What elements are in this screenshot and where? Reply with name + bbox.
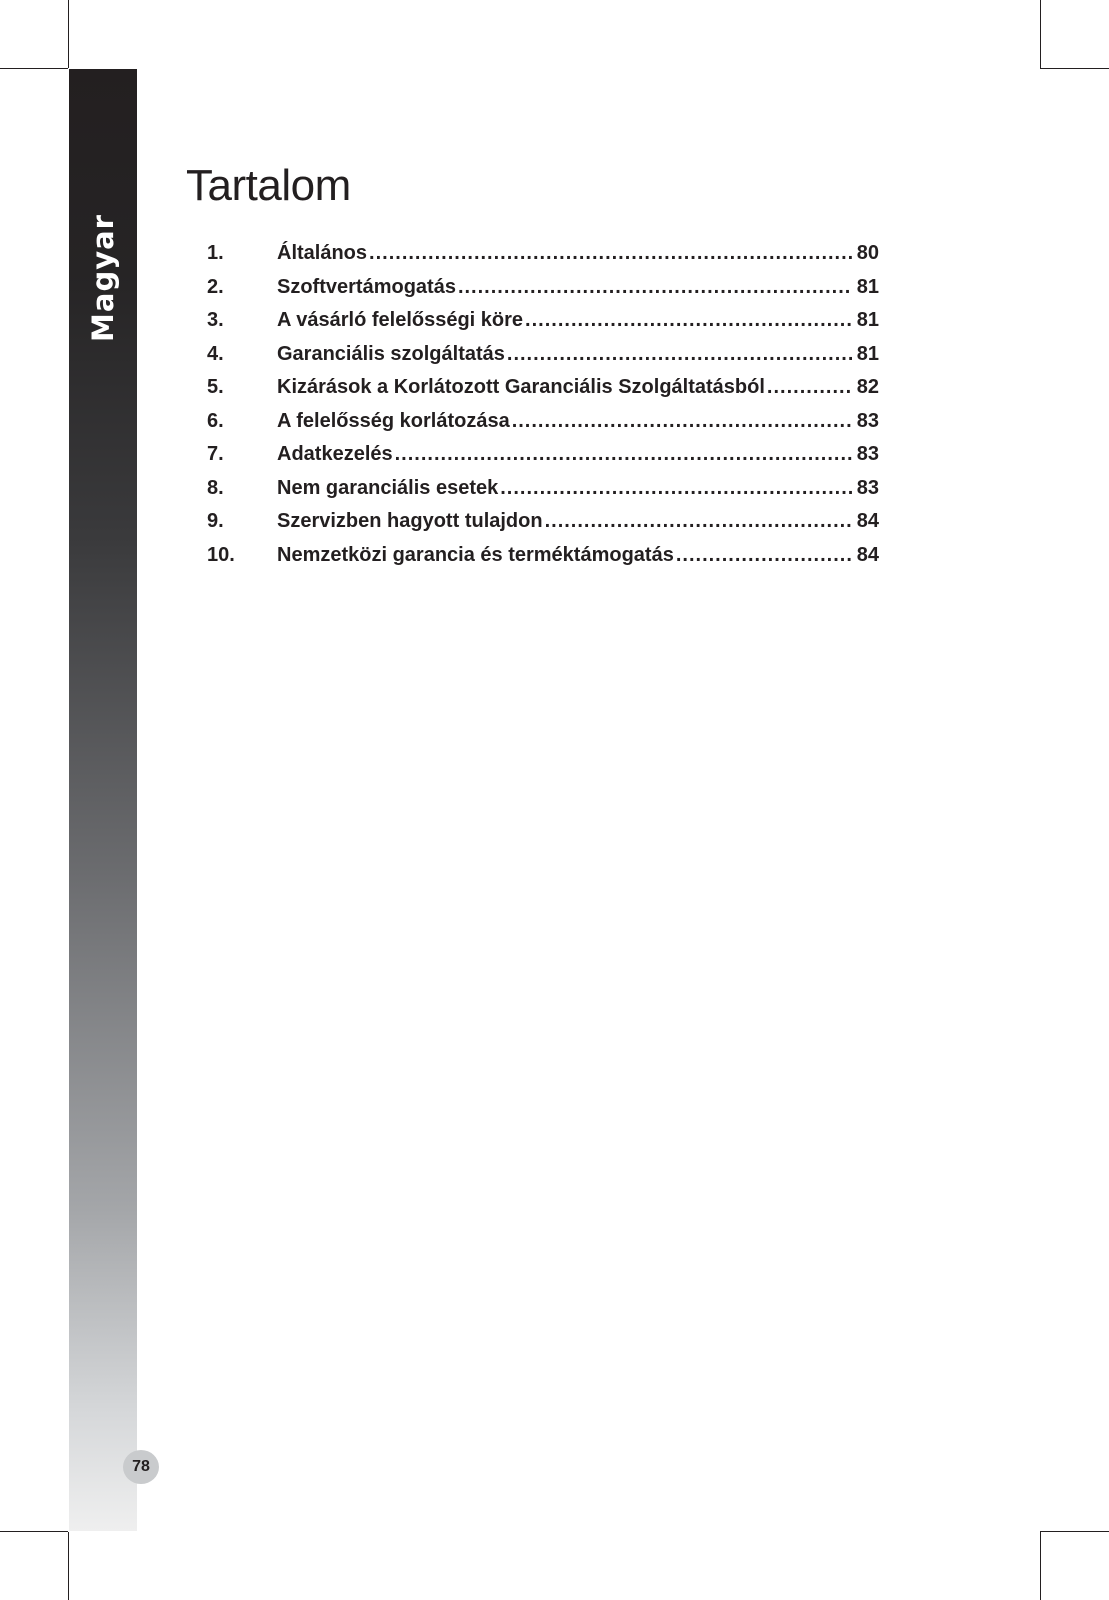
- toc-item-page: 82: [856, 376, 879, 398]
- toc-item-number: 1.: [207, 242, 224, 264]
- toc-item-page: 84: [856, 510, 879, 532]
- table-of-contents: [207, 237, 879, 572]
- sidebar-language-label: Magyar: [86, 214, 120, 342]
- toc-item-page: 84: [856, 543, 879, 566]
- crop-mark-top-left-vertical: [68, 0, 69, 68]
- crop-mark-top-left-horizontal: [0, 68, 68, 69]
- toc-item: [207, 472, 879, 506]
- toc-item-page: 83: [856, 409, 879, 432]
- toc-item-title: Nem garanciális esetek: [277, 476, 499, 499]
- toc-item-page: 81: [856, 275, 879, 298]
- toc-item-leader: [500, 472, 852, 506]
- toc-item-page: 80: [856, 242, 879, 264]
- toc-item-title: Szervizben hagyott tulajdon: [277, 510, 543, 532]
- toc-item-number: 7.: [207, 443, 224, 465]
- toc-item-number: 10.: [207, 543, 235, 566]
- toc-item-title: Garanciális szolgáltatás: [277, 342, 505, 365]
- toc-item-title: A vásárló felelősségi köre: [277, 309, 524, 331]
- toc-item: [207, 338, 879, 372]
- crop-mark-top-right-horizontal: [1040, 68, 1109, 69]
- toc-item-title: Általános: [277, 242, 368, 264]
- toc-item-leader: [458, 271, 852, 305]
- toc-item: [207, 237, 879, 271]
- toc-item-leader: [525, 304, 852, 338]
- toc-item: [207, 271, 879, 305]
- page-number: 78: [123, 1450, 159, 1484]
- toc-item-number: 5.: [207, 376, 224, 398]
- toc-item-title: A felelősség korlátozása: [277, 409, 510, 432]
- crop-mark-bottom-left-horizontal: [0, 1531, 68, 1532]
- crop-mark-bottom-right-vertical: [1040, 1532, 1041, 1600]
- toc-item-title: Adatkezelés: [277, 443, 393, 465]
- toc-item-page: 83: [856, 443, 879, 465]
- toc-item: [207, 539, 879, 573]
- page-title: Tartalom: [186, 161, 351, 210]
- crop-mark-top-right-vertical: [1040, 0, 1041, 68]
- toc-item-number: 8.: [207, 476, 224, 499]
- toc-item-leader: [676, 539, 852, 573]
- toc-item: [207, 505, 879, 539]
- toc-item: [207, 304, 879, 338]
- toc-item-number: 2.: [207, 275, 224, 298]
- toc-item-title: Nemzetközi garancia és terméktámogatás: [277, 543, 674, 566]
- toc-item: [207, 371, 879, 405]
- crop-mark-bottom-right-horizontal: [1040, 1531, 1109, 1532]
- toc-item-title: Kizárások a Korlátozott Garanciális Szolgáltatásból: [277, 376, 765, 398]
- toc-item-leader: [507, 338, 852, 372]
- toc-item-leader: [395, 438, 852, 472]
- toc-item: [207, 405, 879, 439]
- toc-item-leader: [767, 371, 852, 405]
- toc-item-number: 4.: [207, 342, 224, 365]
- toc-item-page: 83: [856, 476, 879, 499]
- toc-item-leader: [545, 505, 852, 539]
- toc-item-number: 9.: [207, 510, 224, 532]
- toc-item-leader: [369, 237, 852, 271]
- toc-item-number: 3.: [207, 309, 224, 331]
- toc-item-title: Szoftvertámogatás: [277, 275, 456, 298]
- toc-item-page: 81: [856, 309, 879, 331]
- toc-item: [207, 438, 879, 472]
- toc-item-leader: [512, 405, 852, 439]
- toc-item-page: 81: [856, 342, 879, 365]
- toc-item-number: 6.: [207, 409, 224, 432]
- crop-mark-bottom-left-vertical: [68, 1532, 69, 1600]
